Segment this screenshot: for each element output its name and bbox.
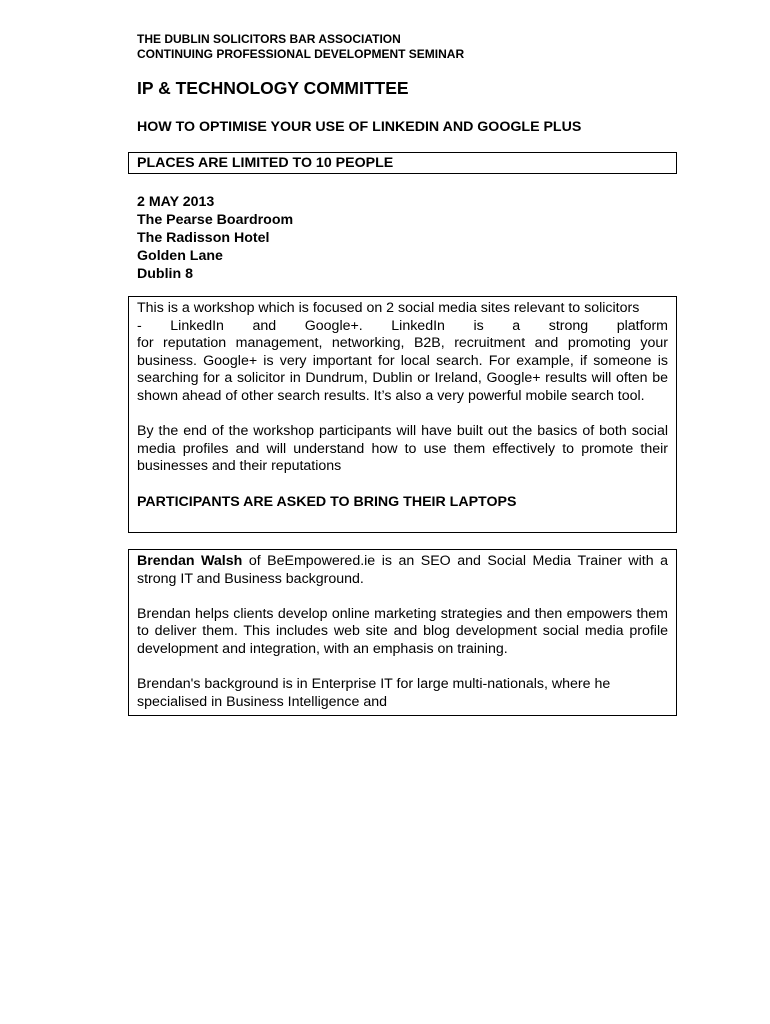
workshop-paragraph-2: By the end of the workshop participants will have built out the basics of both social media profiles and will understand how to use them effectively to promote their businesses and their reputations [137,423,668,475]
workshop-paragraph-1-rest: for reputation management, networking, B2B, recruitment and promoting your business. Google+ is very important for local search. For example, if someone is searching for a solicitor in Dundrum, Dublin or Ireland, Google+ results will often be shown ahead of other search results. It’s also a very powerful mobile search tool. [137,335,668,404]
trainer-intro: of BeEmpowered.ie is an SEO and Social Media Trainer with a strong IT and Business background. [137,553,668,587]
places-notice-box [128,152,677,174]
workshop-paragraph-1 [137,300,668,406]
event-date: 2 MAY 2013 [137,194,215,210]
trainer-name: Brendan Walsh [137,553,243,569]
workshop-description-box [128,296,677,533]
association-name: THE DUBLIN SOLICITORS BAR ASSOCIATION [137,32,401,46]
event-street: Golden Lane [137,248,223,264]
event-details [137,193,293,283]
event-hotel: The Radisson Hotel [137,230,270,246]
seminar-title: HOW TO OPTIMISE YOUR USE OF LINKEDIN AND GOOGLE PLUS [137,119,582,135]
trainer-bio-box [128,549,677,716]
event-room: The Pearse Boardroom [137,212,294,228]
workshop-line-1: This is a workshop which is focused on 2 social media sites relevant to solicitors [137,300,640,316]
trainer-paragraph-1 [137,553,668,588]
trainer-paragraph-3: Brendan's background is in Enterprise IT for large multi-nationals, where he specialised in Business Intelligence and [137,676,611,710]
places-notice: PLACES ARE LIMITED TO 10 PEOPLE [137,155,394,171]
event-city: Dublin 8 [137,266,193,282]
trainer-paragraph-2: Brendan helps clients develop online marketing strategies and then empowers them to deliver them. This includes web site and blog development social media profile development and integration, with an emphasis on training. [137,605,668,657]
committee-title: IP & TECHNOLOGY COMMITTEE [137,78,409,98]
laptops-notice: PARTICIPANTS ARE ASKED TO BRING THEIR LAPTOPS [137,493,517,510]
workshop-line-2: - LinkedIn and Google+. LinkedIn is a strong platform [137,317,668,334]
seminar-type: CONTINUING PROFESSIONAL DEVELOPMENT SEMINAR [137,47,465,61]
